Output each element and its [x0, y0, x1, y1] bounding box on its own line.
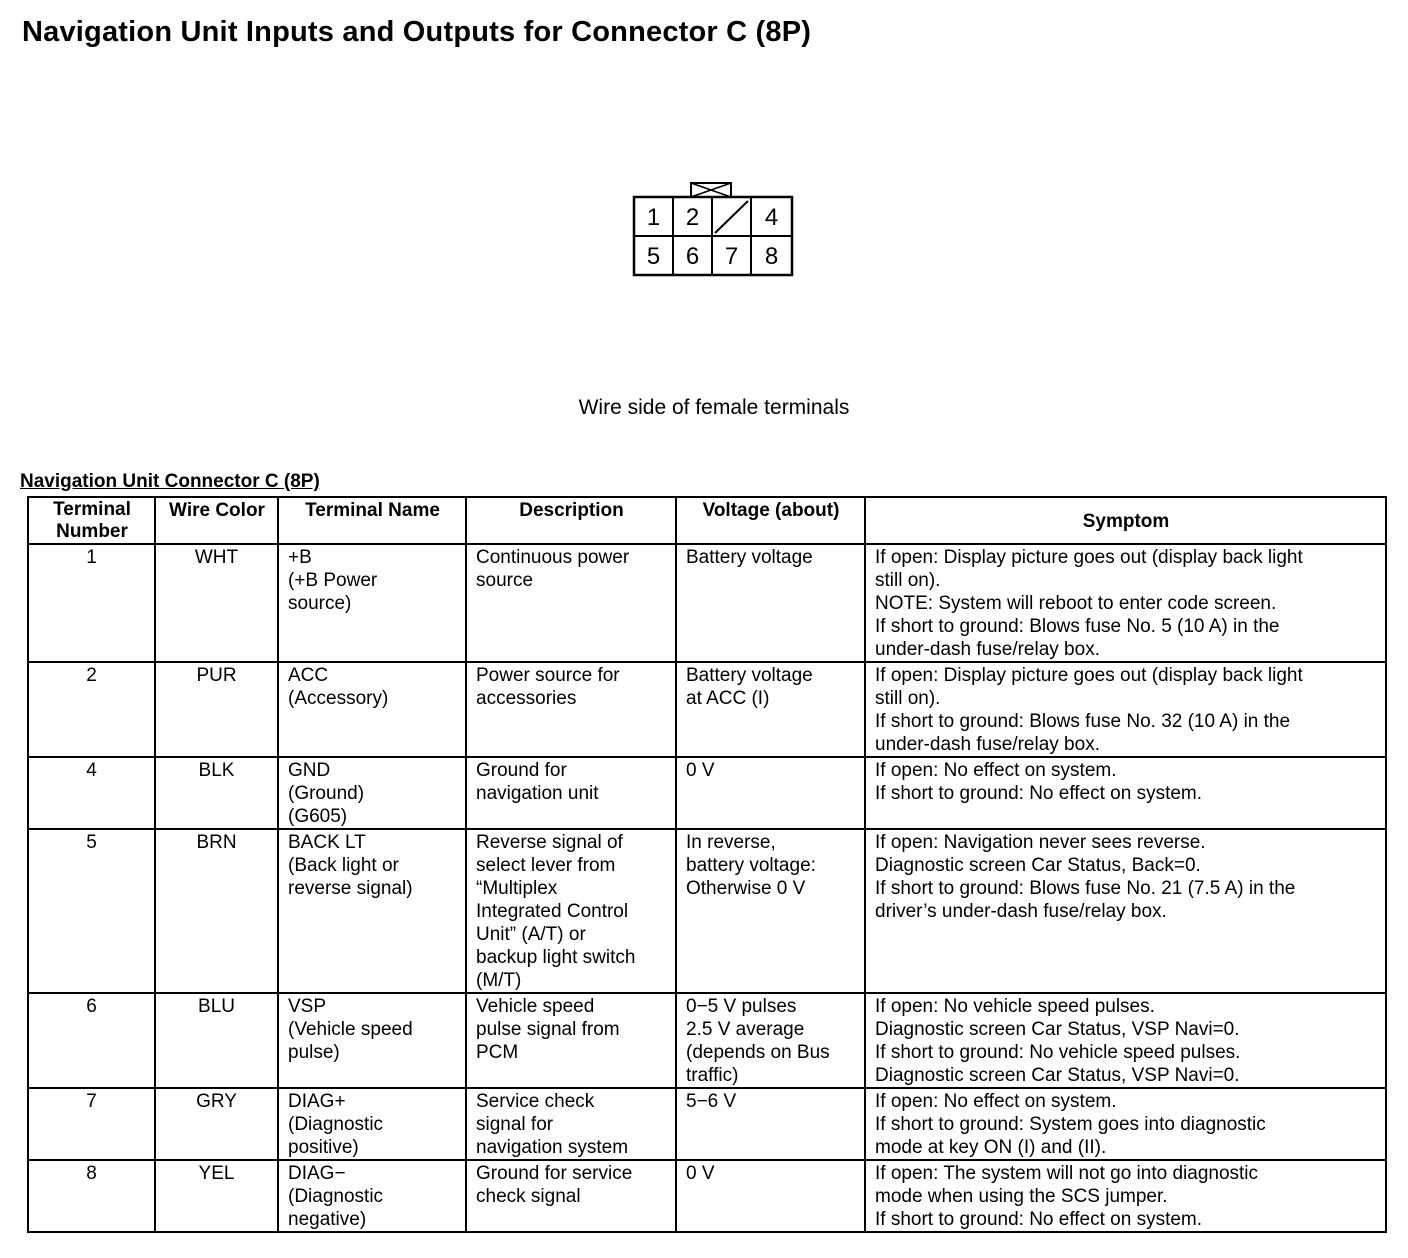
pin-label: 2	[685, 204, 700, 231]
description-cell-line: “Multiplex	[476, 878, 558, 899]
symptom-cell-line: If open: Display picture goes out (display back light	[875, 547, 1303, 568]
terminal-number-cell: 8	[28, 1160, 155, 1232]
table-row	[28, 544, 1386, 662]
voltage-cell-line: Battery voltage	[686, 547, 813, 568]
voltage-cell-line: at ACC (I)	[686, 688, 770, 709]
voltage-cell	[676, 757, 865, 829]
symptom-cell-line: If short to ground: System goes into diagnostic	[875, 1114, 1266, 1135]
description-cell-line: navigation unit	[476, 783, 599, 804]
terminal-name-cell-line: (Accessory)	[288, 688, 389, 709]
symptom-cell-line: If open: No effect on system.	[875, 1091, 1117, 1112]
symptom-cell-line: If short to ground: No effect on system.	[875, 1209, 1203, 1230]
terminal-name-cell-line: (Diagnostic	[288, 1114, 384, 1135]
symptom-cell-line: still on).	[875, 570, 941, 591]
connector-diagram	[632, 181, 794, 277]
terminal-name-cell-line: pulse)	[288, 1042, 340, 1063]
terminal-name-cell-line: (Vehicle speed	[288, 1019, 413, 1040]
symptom-cell-line: If open: No vehicle speed pulses.	[875, 996, 1155, 1017]
description-cell-line: Continuous power	[476, 547, 630, 568]
symptom-cell	[865, 1088, 1386, 1160]
description-cell-line: check signal	[476, 1186, 581, 1207]
pin-label: 1	[646, 204, 661, 231]
voltage-cell-line: Otherwise 0 V	[686, 878, 806, 899]
voltage-cell-line: 0 V	[686, 1163, 715, 1184]
symptom-cell-line: Diagnostic screen Car Status, VSP Navi=0.	[875, 1065, 1240, 1086]
terminal-name-cell	[278, 993, 466, 1088]
wire-color-cell: BLU	[155, 993, 278, 1088]
description-cell-line: Reverse signal of	[476, 832, 623, 853]
table-row	[28, 757, 1386, 829]
page-title: Navigation Unit Inputs and Outputs for Connector C (8P)	[22, 16, 812, 48]
table-row	[28, 1088, 1386, 1160]
pin-label: 7	[724, 243, 739, 270]
voltage-cell-line: 5−6 V	[686, 1091, 737, 1112]
terminal-name-cell-line: (Back light or	[288, 855, 399, 876]
table-header-row	[28, 497, 1386, 544]
symptom-cell-line: still on).	[875, 688, 941, 709]
symptom-cell-line: If short to ground: Blows fuse No. 5 (10 A) in the	[875, 616, 1280, 637]
terminal-name-cell-line: +B	[288, 547, 312, 568]
description-cell-line: Integrated Control	[476, 901, 629, 922]
terminal-name-cell	[278, 1160, 466, 1232]
symptom-cell-line: If short to ground: No vehicle speed pulses.	[875, 1042, 1241, 1063]
wire-color-cell: WHT	[155, 544, 278, 662]
terminal-name-cell	[278, 1088, 466, 1160]
voltage-cell	[676, 1160, 865, 1232]
terminal-name-cell-line: reverse signal)	[288, 878, 413, 899]
voltage-cell-line: Battery voltage	[686, 665, 813, 686]
symptom-cell-line: If short to ground: No effect on system.	[875, 783, 1203, 804]
wire-color-cell: BRN	[155, 829, 278, 993]
voltage-cell-line: In reverse,	[686, 832, 776, 853]
header-terminal-number: Terminal Number	[28, 497, 155, 544]
terminal-name-cell-line: (G605)	[288, 806, 348, 827]
wire-color-cell: PUR	[155, 662, 278, 757]
connector-caption: Wire side of female terminals	[578, 396, 850, 419]
symptom-cell-line: If open: No effect on system.	[875, 760, 1117, 781]
symptom-cell-line: If open: The system will not go into diagnostic	[875, 1163, 1259, 1184]
symptom-cell-line: If short to ground: Blows fuse No. 21 (7.5 A) in the	[875, 878, 1296, 899]
description-cell-line: Power source for	[476, 665, 620, 686]
symptom-cell-line: mode at key ON (I) and (II).	[875, 1137, 1107, 1158]
pin-label: 8	[764, 243, 779, 270]
table-row	[28, 993, 1386, 1088]
voltage-cell-line: (depends on Bus	[686, 1042, 830, 1063]
voltage-cell	[676, 993, 865, 1088]
symptom-cell-line: driver’s under-dash fuse/relay box.	[875, 901, 1167, 922]
terminal-name-cell-line: positive)	[288, 1137, 359, 1158]
terminal-name-cell-line: source)	[288, 593, 352, 614]
table-title: Navigation Unit Connector C (8P)	[20, 471, 320, 492]
terminal-name-cell-line: ACC	[288, 665, 329, 686]
symptom-cell-line: under-dash fuse/relay box.	[875, 734, 1100, 755]
terminal-number-cell: 7	[28, 1088, 155, 1160]
wire-color-cell: BLK	[155, 757, 278, 829]
table-row	[28, 1160, 1386, 1232]
description-cell	[466, 1160, 676, 1232]
symptom-cell	[865, 662, 1386, 757]
description-cell-line: backup light switch	[476, 947, 636, 968]
symptom-cell-line: under-dash fuse/relay box.	[875, 639, 1100, 660]
description-cell-line: navigation system	[476, 1137, 629, 1158]
symptom-cell-line: If open: Display picture goes out (display back light	[875, 665, 1303, 686]
pin-label: 4	[764, 204, 779, 231]
description-cell-line: Ground for	[476, 760, 567, 781]
terminal-name-cell-line: GND	[288, 760, 331, 781]
description-cell	[466, 829, 676, 993]
description-cell-line: Ground for service	[476, 1163, 633, 1184]
symptom-cell-line: Diagnostic screen Car Status, VSP Navi=0.	[875, 1019, 1240, 1040]
description-cell-line: accessories	[476, 688, 577, 709]
terminal-name-cell	[278, 662, 466, 757]
description-cell-line: Vehicle speed	[476, 996, 595, 1017]
terminal-name-cell-line: (Diagnostic	[288, 1186, 384, 1207]
description-cell	[466, 1088, 676, 1160]
description-cell-line: Unit” (A/T) or	[476, 924, 586, 945]
description-cell-line: Service check	[476, 1091, 595, 1112]
header-terminal-name: Terminal Name	[278, 497, 466, 544]
symptom-cell	[865, 757, 1386, 829]
terminal-table	[27, 496, 1387, 1233]
description-cell-line: signal for	[476, 1114, 554, 1135]
symptom-cell-line: If open: Navigation never sees reverse.	[875, 832, 1206, 853]
terminal-name-cell-line: DIAG−	[288, 1163, 346, 1184]
symptom-cell	[865, 829, 1386, 993]
connector-c-8p-illustration	[632, 181, 794, 277]
pin-label: 6	[685, 243, 700, 270]
table-row	[28, 662, 1386, 757]
description-cell-line: source	[476, 570, 534, 591]
symptom-cell-line: mode when using the SCS jumper.	[875, 1186, 1168, 1207]
terminal-number-cell: 2	[28, 662, 155, 757]
symptom-cell-line: NOTE: System will reboot to enter code screen.	[875, 593, 1277, 614]
header-wire-color: Wire Color	[155, 497, 278, 544]
wire-color-cell: GRY	[155, 1088, 278, 1160]
header-symptom: Symptom	[865, 497, 1386, 544]
terminal-name-cell-line: VSP	[288, 996, 327, 1017]
symptom-cell	[865, 1160, 1386, 1232]
terminal-name-cell	[278, 544, 466, 662]
terminal-number-cell: 4	[28, 757, 155, 829]
voltage-cell	[676, 544, 865, 662]
terminal-name-cell-line: (+B Power	[288, 570, 378, 591]
terminal-name-cell-line: negative)	[288, 1209, 367, 1230]
description-cell-line: (M/T)	[476, 970, 522, 991]
voltage-cell	[676, 1088, 865, 1160]
terminal-number-cell: 5	[28, 829, 155, 993]
description-cell	[466, 757, 676, 829]
voltage-cell-line: traffic)	[686, 1065, 739, 1086]
terminal-name-cell-line: (Ground)	[288, 783, 365, 804]
voltage-cell	[676, 829, 865, 993]
terminal-number-cell: 1	[28, 544, 155, 662]
description-cell-line: select lever from	[476, 855, 616, 876]
description-cell	[466, 662, 676, 757]
symptom-cell	[865, 544, 1386, 662]
terminal-name-cell-line: BACK LT	[288, 832, 366, 853]
voltage-cell	[676, 662, 865, 757]
voltage-cell-line: 0 V	[686, 760, 715, 781]
symptom-cell-line: If short to ground: Blows fuse No. 32 (10 A) in the	[875, 711, 1291, 732]
table-row	[28, 829, 1386, 993]
wire-color-cell: YEL	[155, 1160, 278, 1232]
description-cell-line: PCM	[476, 1042, 519, 1063]
pin-label: 5	[646, 243, 661, 270]
terminal-name-cell-line: DIAG+	[288, 1091, 346, 1112]
header-description: Description	[466, 497, 676, 544]
header-voltage: Voltage (about)	[676, 497, 865, 544]
terminal-name-cell	[278, 829, 466, 993]
description-cell-line: pulse signal from	[476, 1019, 620, 1040]
terminal-name-cell	[278, 757, 466, 829]
description-cell	[466, 993, 676, 1088]
voltage-cell-line: 0−5 V pulses	[686, 996, 797, 1017]
description-cell	[466, 544, 676, 662]
voltage-cell-line: 2.5 V average	[686, 1019, 805, 1040]
terminal-number-cell: 6	[28, 993, 155, 1088]
symptom-cell	[865, 993, 1386, 1088]
voltage-cell-line: battery voltage:	[686, 855, 816, 876]
symptom-cell-line: Diagnostic screen Car Status, Back=0.	[875, 855, 1201, 876]
